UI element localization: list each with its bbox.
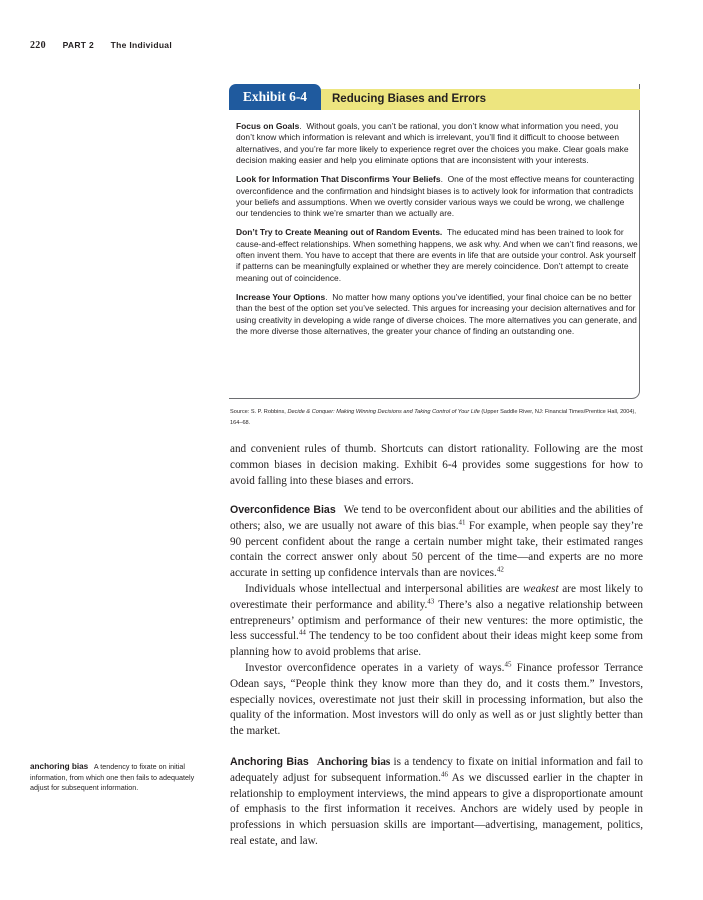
exhibit-body — [236, 121, 638, 345]
anchoring-section — [230, 755, 643, 850]
part-label: PART 2 — [62, 40, 94, 50]
body-paragraph: Overconfidence Bias We tend to be overconfident about our abilities and the abilities of others; also, we are usually not aware of this bias.$^{41}$ For example, when people say they’re 90 percent confident about the range a certain number might take, their estimated ranges contain the correct answer only about 50 percent of the time—and experts are no more accurate in setting up confidence intervals than are novices.$^{42}$ — [230, 504, 644, 580]
margin-term: anchoring bias — [30, 762, 89, 771]
margin-definition-text: A tendency to fixate on initial information, from which one then fails to adequately adjust for subsequent information. — [30, 762, 195, 793]
key-term: Anchoring bias — [316, 756, 391, 768]
exhibit-box — [229, 84, 640, 399]
body-paragraph: Investor overconfidence operates in a variety of ways.$^{45}$ Finance professor Terrance Odean says, “People think they know more than they do, and it costs them.” Investors, especially novices, overestimate not just their skill in processing information, but also the quality of the information. Most investors will do only as well as or just slightly better than the market. — [230, 660, 643, 738]
footnote-ref: 44 — [298, 628, 306, 637]
exhibit-item: Look for Information That Disconfirms Your Beliefs. One of the most effective means for counteracting overconfidence and the confirmation and hindsight biases is to actively look for information that contradicts your beliefs and assumptions. When we overtly consider various ways we could be wrong, we challenge our tendencies to think we’re smarter than we actually are. — [236, 174, 635, 219]
exhibit-title: Reducing Biases and Errors — [321, 89, 640, 110]
exhibit-item-heading: Increase Your Options — [236, 291, 326, 302]
exhibit-item: Increase Your Options. No matter how many options you’ve identified, your final choice can be no better than the best of the option set you’ve selected. This argues for increasing your decision alternatives and for using creativity in developing a wide range of diverse choices. The more alternatives you can generate, and the more diverse those alternatives, the greater your chance of finding an outstanding one. — [236, 291, 637, 336]
footnote-ref: 45 — [504, 660, 512, 669]
exhibit-item-heading: Don’t Try to Create Meaning out of Random Events. — [236, 227, 443, 238]
exhibit-item-text: The educated mind has been trained to look for cause-and-effect relationships. When something happens, we ask why. And when we can’t find reasons, we often invent them. You have to accept that there are events in life that are outside your control. Ask yourself if patterns can be meaningfully explained or whether they are merely coincidence. Don’t attempt to create meaning out of coincidence. — [236, 227, 638, 283]
running-head — [30, 40, 172, 51]
footnote-ref: 46 — [440, 770, 448, 779]
exhibit-label: Exhibit 6-4 — [229, 84, 321, 110]
page-number: 220 — [30, 40, 46, 51]
exhibit-item: Focus on Goals. Without goals, you can’t be rational, you don’t know what information you need, you don’t know which information is relevant and which is irrelevant, you’ll find it difficult to choose between alternatives, and you’re far more likely to experience regret over the choices you make. Clear goals make decision making easier and help you eliminate options that are inconsistent with your interests. — [236, 121, 629, 166]
footnote-ref: 42 — [496, 565, 504, 574]
exhibit-item-text: Without goals, you can’t be rational, you don’t know what information you need, you don’t know which information is relevant and which is irrelevant, you’ll find it difficult to choose between alternatives, and you’re far more likely to experience regret over the choices you make. Clear goals make decision making easier and help you eliminate options that are inconsistent with your interests. — [236, 121, 629, 166]
exhibit-item-heading: Focus on Goals — [236, 121, 300, 131]
exhibit-source: Source: S. P. Robbins, Decide & Conquer: Making Winning Decisions and Taking Control of Your Life (Upper Saddle River, NJ: Financial Times/Prentice Hall, 2004), 164–68. — [230, 409, 636, 426]
overconfidence-section — [230, 503, 643, 740]
section-label: The Individual — [110, 40, 172, 50]
body-paragraph: Anchoring Bias Anchoring bias is a tendency to fixate on initial information and fail to adequately adjust for subsequent information.$^{46}$ As we discussed earlier in the chapter in relationship to employment interviews, the mind appears to give a disproportionate amount of emphasis to the first information it receives. Anchors are widely used by people in professions in which persuasion skills are important—advertising, management, politics, real estate, and law. — [230, 756, 643, 847]
exhibit-item-text: One of the most effective means for counteracting overconfidence and the confirmation and hindsight biases is to actively look for information that contradicts your beliefs and assumptions. When we overtly consider various ways we could be wrong, we challenge our tendencies to think we’re smarter than we actually are. — [236, 174, 635, 219]
source-book-title: Decide & Conquer: Making Winning Decisions and Taking Control of Your Life — [287, 409, 480, 415]
section-heading: Anchoring Bias — [230, 756, 309, 768]
body-paragraph: Individuals whose intellectual and interpersonal abilities are weakest are most likely to overestimate their performance and ability.$^{43}$ There’s also a negative relationship between entrepreneurs’ optimism and performance of their new ventures: the more optimistic, the less successful.$^{44}$ The tendency to be too confident about their ideas might keep some from planning how to avoid problems that arise. — [230, 582, 643, 659]
margin-definition — [30, 762, 200, 794]
exhibit-item-text: No matter how many options you’ve identified, your final choice can be no better than the best of the option set you’ve selected. This argues for increasing your decision alternatives and for using creativity in developing a wide range of diverse choices. The more alternatives you can generate, and the more diverse those alternatives, the greater your chance of finding an outstanding one. — [236, 291, 637, 336]
exhibit-item-heading: Look for Information That Disconfirms Your Beliefs — [236, 174, 441, 185]
footnote-ref: 43 — [427, 597, 435, 606]
section-heading: Overconfidence Bias — [230, 504, 336, 516]
footnote-ref: 41 — [458, 518, 466, 527]
intro-paragraph: and convenient rules of thumb. Shortcuts can distort rationality. Following are the most common biases in decision making. Exhibit 6-4 provides some suggestions for how to avoid falling into these biases and errors. — [230, 443, 643, 487]
exhibit-item — [236, 227, 638, 284]
